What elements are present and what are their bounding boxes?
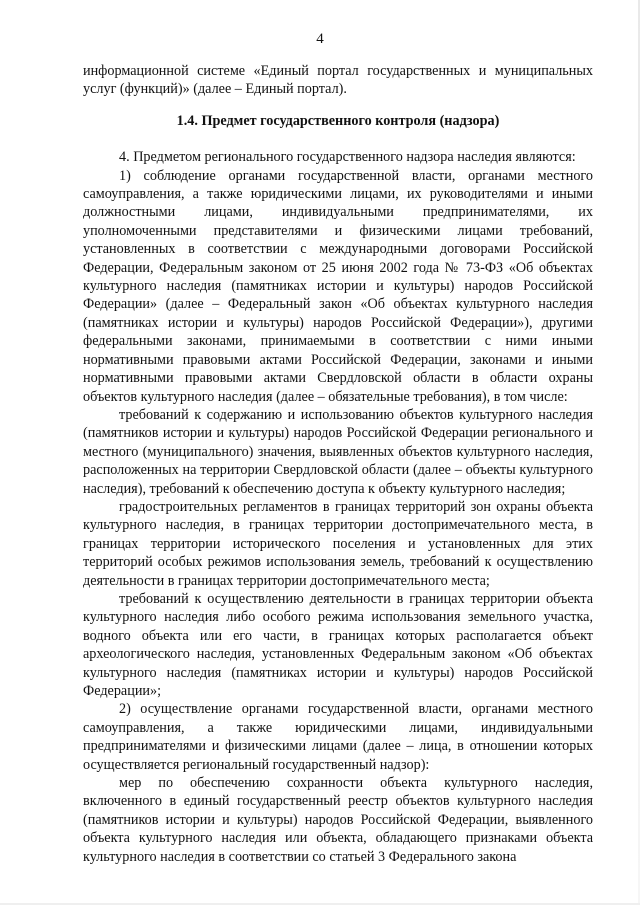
paragraph-subitem-2: 2) осуществление органами государственной власти, органами местного самоуправления, а также юридическими лицами, индивидуальными предпринимателями и физическими лицами (далее – лица, в отношении которых осуществляется региональный государственный надзор):: [83, 701, 593, 773]
document-body: [83, 62, 593, 866]
paragraph-subitem-1: 1) соблюдение органами государственной власти, органами местного самоуправления, а также юридическими лицами, их руководителями и иными должностными лицами, индивидуальными предпринимателями, их уполномоченными представителями и физическими лицами требований, установленных в соответствии с международными договорами Российской Федерации, Федеральным законом от 25 июня 2002 года № 73-ФЗ «Об объектах культурного наследия (памятниках истории и культуры) народов Российской Федерации» (далее – Федеральный закон «Об объектах культурного наследия (памятниках истории и культуры) народов Российской Федерации»), другими федеральными законами, принимаемыми в соответствии с ними иными нормативными правовыми актами Российской Федерации, законами и иными нормативными правовыми актами Свердловской области в области охраны объектов культурного наследия (далее – обязательные требования), в том числе:: [83, 167, 593, 405]
section-heading: 1.4. Предмет государственного контроля (надзора): [176, 112, 500, 129]
paragraph-item-4: 4. Предметом регионального государственного надзора наследия являются:: [119, 149, 576, 166]
paragraph-intro: информационной системе «Единый портал государственных и муниципальных услуг (функций)» (далее – Единый портал).: [83, 63, 593, 98]
paragraph-activity-requirements: требований к осуществлению деятельности в границах территории объекта культурного наследия либо особого режима использования земельного участка, водного объекта или его части, в границах которых располагается объект археологического наследия, установленных Федеральным законом «Об объектах культурного наследия (памятниках истории и культуры) народов Российской Федерации»;: [83, 590, 593, 699]
paragraph-urban-regulations: градостроительных регламентов в границах территорий зон охраны объекта культурного наследия, в границах территории достопримечательного места, в границах территории исторического поселения и установленных для этих территорий особых режимов использования земель, требований к осуществлению деятельности в границах территории достопримечательного места;: [83, 498, 593, 589]
paragraph-preservation-measures: мер по обеспечению сохранности объекта культурного наследия, включенного в единый государственный реестр объектов культурного наследия (памятников истории и культуры) народов Российской Федерации, выявленного объекта культурного наследия или объекта, обладающего признаками объекта культурного наследия в соответствии со статьей 3 Федерального закона: [83, 775, 593, 865]
paragraph-requirements-content: требований к содержанию и использованию объектов культурного наследия (памятников истории и культуры) народов Российской Федерации регионального и местного (муниципального) значения, выявленных объектов культурного наследия, расположенных на территории Свердловской области (далее – объекты культурного наследия), требований к обеспечению доступа к объекту культурного наследия;: [83, 406, 593, 497]
page-number: 4: [316, 31, 324, 47]
